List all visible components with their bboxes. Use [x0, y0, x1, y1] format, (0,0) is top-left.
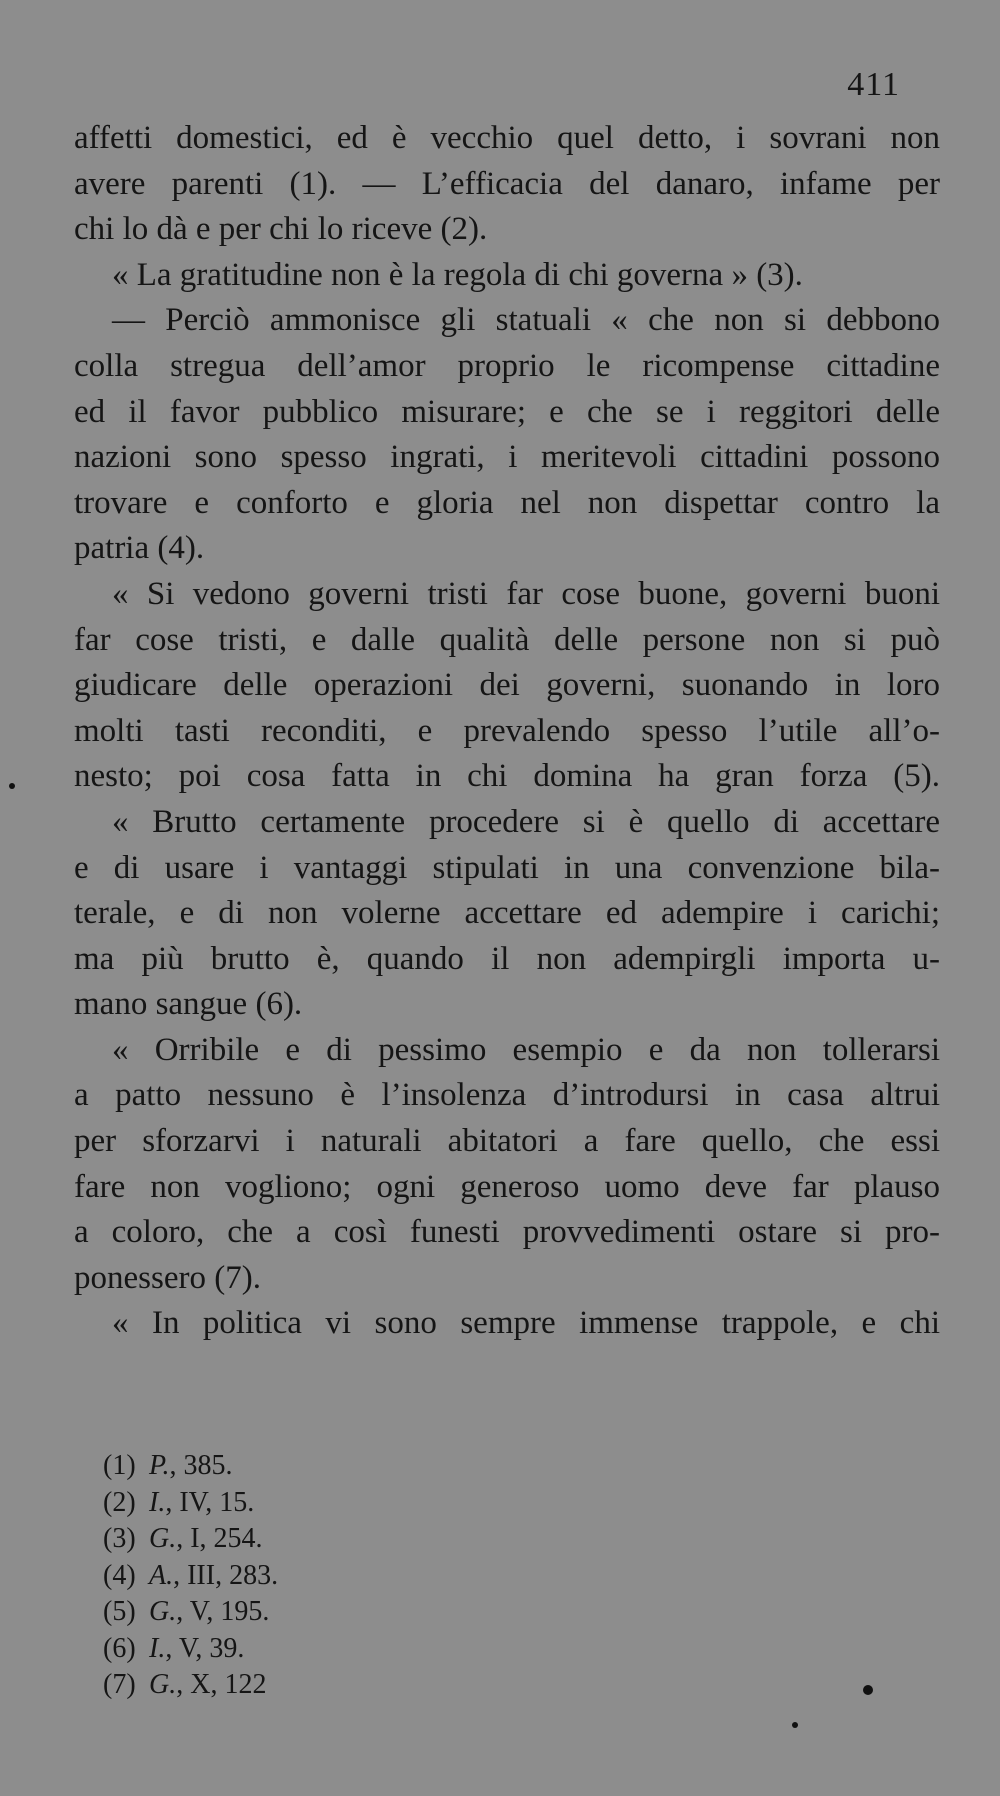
text-line: ponessero (7).: [74, 1259, 261, 1296]
ink-speck: [792, 1722, 798, 1728]
text-line: a patto nessuno è l’insolenza d’introdursi in casa altrui: [74, 1077, 940, 1114]
text-line: patria (4).: [74, 530, 205, 567]
ink-speck: [863, 1685, 873, 1695]
footnote-reference: , I, 254.: [176, 1523, 263, 1554]
footnote-reference: , X, 122: [176, 1669, 267, 1700]
text-line: fare non vogliono; ogni generoso uomo deve far plauso: [74, 1168, 940, 1205]
footnote-source: G.: [149, 1596, 177, 1627]
footnote-source: I.: [149, 1486, 166, 1518]
text-line: e di usare i vantaggi stipulati in una convenzione bila-: [74, 849, 940, 886]
footnote-number: (3): [103, 1523, 136, 1554]
text-line: ma più brutto è, quando il non adempirgli importa u-: [74, 940, 940, 977]
text-line: « La gratitudine non è la regola di chi governa » (3).: [112, 256, 803, 293]
text-line: per sforzarvi i naturali abitatori a fare quello, che essi: [74, 1123, 940, 1160]
text-line: nesto; poi cosa fatta in chi domina ha gran forza (5).: [74, 758, 940, 795]
text-line: ed il favor pubblico misurare; e che se i reggitori delle: [74, 393, 940, 430]
text-line: trovare e conforto e gloria nel non dispettar contro la: [74, 484, 940, 521]
footnote-source: G.: [149, 1669, 177, 1700]
footnote: [103, 1667, 278, 1704]
footnote-reference: , IV, 15.: [165, 1486, 255, 1518]
footnote-number: (6): [103, 1632, 136, 1664]
footnote-number: (4): [103, 1559, 136, 1591]
footnote-reference: , V, 195.: [176, 1596, 270, 1627]
footnote: [103, 1631, 278, 1668]
footnote: [103, 1521, 278, 1558]
footnote-source: G.: [149, 1523, 177, 1554]
footnote-number: (5): [103, 1596, 136, 1627]
footnote-number: (7): [103, 1669, 136, 1700]
text-line: « Si vedono governi tristi far cose buone, governi buoni: [112, 575, 940, 612]
ink-speck: [9, 783, 15, 789]
text-line: chi lo dà e per chi lo riceve (2).: [74, 211, 488, 248]
text-line: giudicare delle operazioni dei governi, suonando in loro: [74, 667, 940, 704]
text-line: « Brutto certamente procedere si è quello di accettare: [112, 803, 940, 840]
text-line: — Perciò ammonisce gli statuali « che non si debbono: [112, 302, 940, 339]
text-line: affetti domestici, ed è vecchio quel detto, i sovrani non: [74, 120, 940, 156]
footnotes: [103, 1448, 278, 1704]
page-number: 411: [847, 66, 900, 103]
footnote-source: A.: [149, 1559, 174, 1591]
footnote-reference: , III, 283.: [173, 1559, 279, 1591]
text-line: a coloro, che a così funesti provvedimenti ostare si pro-: [74, 1214, 940, 1251]
footnote-number: (1): [103, 1450, 136, 1481]
footnote-source: I.: [149, 1632, 166, 1664]
footnote-number: (2): [103, 1486, 136, 1518]
footnote-source: P.: [149, 1450, 170, 1481]
text-line: avere parenti (1). — L’efficacia del danaro, infame per: [74, 165, 940, 202]
footnote: [103, 1448, 278, 1485]
text-line: « In politica vi sono sempre immense trappole, e chi: [112, 1305, 940, 1342]
text-line: nazioni sono spesso ingrati, i meritevoli cittadini possono: [74, 439, 940, 476]
text-line: molti tasti reconditi, e prevalendo spesso l’utile all’o-: [74, 712, 940, 749]
footnote-reference: , 385.: [169, 1450, 233, 1481]
text-line: colla stregua dell’amor proprio le ricompense cittadine: [74, 347, 940, 384]
text-line: far cose tristi, e dalle qualità delle persone non si può: [74, 621, 940, 658]
footnote: [103, 1485, 278, 1522]
body-text: [74, 116, 940, 1347]
text-line: mano sangue (6).: [74, 986, 303, 1023]
text-line: « Orribile e di pessimo esempio e da non tollerarsi: [112, 1031, 940, 1068]
footnote: [103, 1558, 278, 1595]
footnote-reference: , V, 39.: [165, 1632, 245, 1664]
text-line: terale, e di non volerne accettare ed adempire i carichi;: [74, 895, 940, 932]
footnote: [103, 1594, 278, 1631]
